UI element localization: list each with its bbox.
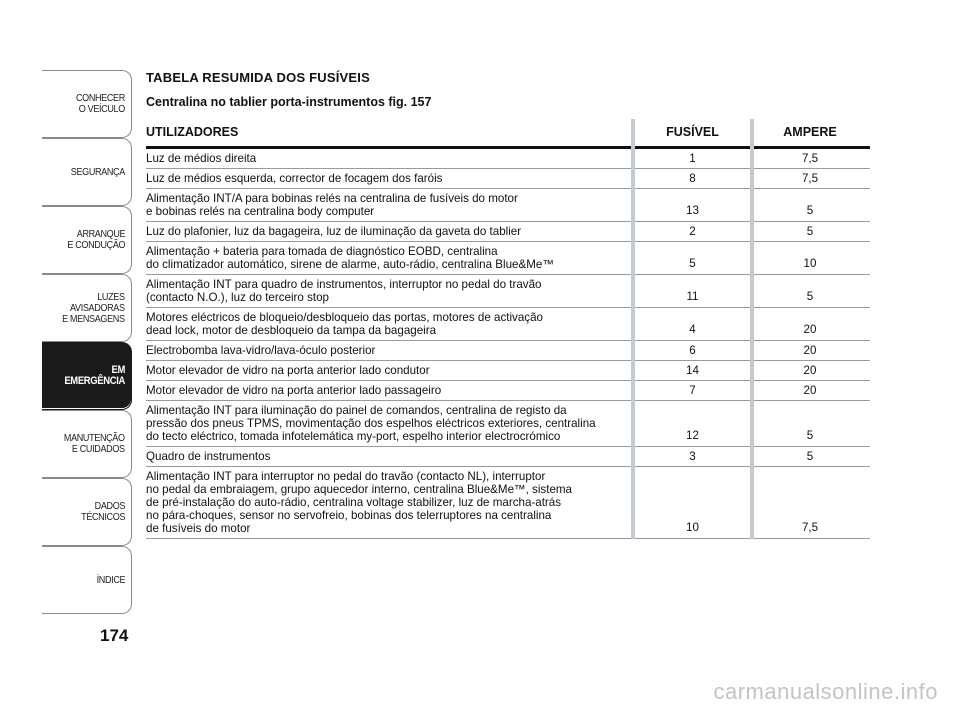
cell-ampere: 20 [803, 384, 817, 397]
tab-em-emergencia[interactable] [42, 342, 132, 410]
cell-users: Luz de médios esquerda, corrector de focagem dos faróis [146, 172, 443, 185]
table-row [146, 242, 870, 275]
table-header [146, 125, 870, 149]
table-row [146, 169, 870, 189]
cell-fuse: 13 [686, 204, 699, 217]
cell-users: Luz do plafonier, luz da bagageira, luz de iluminação da gaveta do tablier [146, 225, 522, 238]
cell-users: Alimentação + bateria para tomada de diagnóstico EOBD, centralina do climatizador automático, sirene de alarme, auto-rádio, centralina Blue&Me™ [146, 245, 554, 271]
cell-users: Alimentação INT para iluminação do painel de comandos, centralina de registo da pressão dos pneus TPMS, movimentação dos espelhos eléctricos exteriores, centralina do tecto eléctrico, tomada infotelemática my-port, espelho interior electrocrómico [146, 404, 596, 443]
cell-ampere: 5 [806, 290, 814, 303]
table-row [146, 401, 870, 447]
table-row [146, 381, 870, 401]
cell-users: Alimentação INT para interruptor no pedal do travão (contacto NL), interruptor no pedal da embraiagem, grupo aquecedor interno, centralina Blue&Me™, sistema de pré-instalação do auto-rádio, centralina voltage stabilizer, luz de marcha-atrás no pára-choques, sensor no servofreio, bobinas dos telerruptores na centralina de fusíveis do motor [146, 470, 572, 535]
cell-fuse: 1 [689, 152, 696, 165]
table-row [146, 275, 870, 308]
cell-fuse: 11 [686, 290, 699, 303]
table-row [146, 341, 870, 361]
watermark: carmanualsonline.info [713, 679, 938, 704]
cell-users: Electrobomba lava-vidro/lava-óculo posterior [146, 344, 376, 357]
page-subtitle: Centralina no tablier porta-instrumentos fig. 157 [146, 95, 432, 109]
tab-dados-tecnicos[interactable] [42, 478, 132, 546]
table-row [146, 467, 870, 539]
table-row [146, 361, 870, 381]
cell-users: Luz de médios direita [146, 152, 257, 165]
cell-ampere: 20 [803, 323, 817, 336]
table-row [146, 189, 870, 222]
chapter-tabs [42, 70, 132, 614]
cell-fuse: 12 [686, 429, 699, 442]
cell-users: Motor elevador de vidro na porta anterior lado passageiro [146, 384, 442, 397]
cell-fuse: 6 [689, 344, 696, 357]
tab-luzes-avisadoras[interactable] [42, 274, 132, 342]
cell-fuse: 14 [686, 364, 699, 377]
cell-users: Motor elevador de vidro na porta anterior lado condutor [146, 364, 430, 377]
tab-label: ÍNDICE [96, 573, 125, 586]
cell-fuse: 8 [689, 172, 696, 185]
tab-label: CONHECER O VEÍCULO [76, 92, 125, 115]
cell-ampere: 5 [806, 225, 814, 238]
header-users: UTILIZADORES [146, 125, 239, 139]
table-row [146, 149, 870, 169]
cell-fuse: 7 [689, 384, 696, 397]
cell-ampere: 5 [806, 450, 814, 463]
cell-users: Alimentação INT/A para bobinas relés na centralina de fusíveis do motor e bobinas relés na centralina body computer [146, 192, 518, 218]
page-number: 174 [100, 626, 129, 645]
cell-ampere: 7,5 [801, 172, 819, 185]
table-row [146, 447, 870, 467]
cell-ampere: 20 [803, 364, 817, 377]
cell-ampere: 5 [806, 429, 814, 442]
tab-indice[interactable] [42, 546, 132, 614]
tab-label: MANUTENÇÃO E CUIDADOS [64, 432, 125, 455]
tab-label: DADOS TÉCNICOS [81, 500, 125, 523]
cell-fuse: 10 [686, 521, 699, 534]
tab-conhecer-o-veiculo[interactable] [42, 70, 132, 138]
page-title: TABELA RESUMIDA DOS FUSÍVEIS [146, 70, 370, 85]
header-ampere: AMPERE [783, 125, 837, 139]
tab-manutencao-e-cuidados[interactable] [42, 410, 132, 478]
header-fuse: FUSÍVEL [666, 125, 719, 139]
tab-label: EM EMERGÊNCIA [64, 364, 125, 387]
tab-seguranca[interactable] [42, 138, 132, 206]
main-content [146, 70, 870, 539]
cell-ampere: 10 [803, 257, 817, 270]
cell-fuse: 5 [689, 257, 696, 270]
cell-users: Alimentação INT para quadro de instrumentos, interruptor no pedal do travão (contacto N.O.), luz do terceiro stop [146, 278, 542, 304]
cell-users: Quadro de instrumentos [146, 450, 271, 463]
table-row [146, 222, 870, 242]
table-row [146, 308, 870, 341]
column-divider [750, 119, 754, 539]
tab-label: ARRANQUE E CONDUÇÃO [67, 228, 125, 251]
cell-fuse: 4 [689, 323, 696, 336]
cell-fuse: 2 [689, 225, 696, 238]
tab-arranque-e-conducao[interactable] [42, 206, 132, 274]
cell-ampere: 5 [806, 204, 814, 217]
cell-fuse: 3 [689, 450, 696, 463]
cell-ampere: 7,5 [801, 521, 819, 534]
fuse-table [146, 125, 870, 539]
column-divider [631, 119, 635, 539]
tab-label: SEGURANÇA [70, 165, 125, 178]
cell-ampere: 7,5 [801, 152, 819, 165]
cell-users: Motores eléctricos de bloqueio/desbloqueio das portas, motores de activação dead lock, motor de desbloqueio da tampa da bagageira [146, 311, 543, 337]
tab-label: LUZES AVISADORAS E MENSAGENS [62, 290, 125, 325]
cell-ampere: 20 [803, 344, 817, 357]
